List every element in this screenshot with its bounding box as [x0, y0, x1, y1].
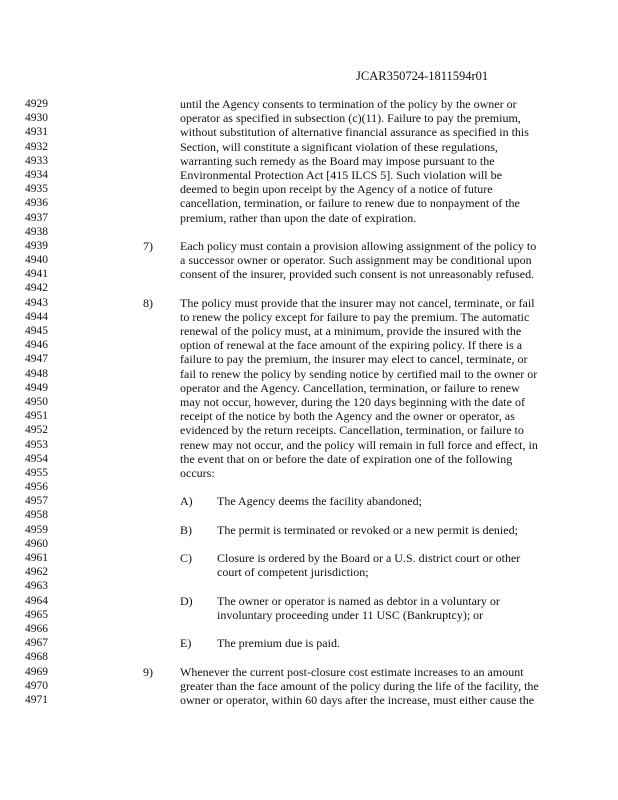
line-text: to renew the policy except for failure to pay the premium. The automatic [180, 309, 530, 324]
line-number: 4936 [25, 197, 48, 210]
item-label: 8) [143, 295, 153, 310]
line-number: 4952 [25, 424, 48, 437]
line-text: deemed to begin upon receipt by the Agency of a notice of future [180, 182, 493, 197]
document-line [0, 523, 618, 537]
line-text: The policy must provide that the insurer may not cancel, terminate, or fail [180, 295, 535, 310]
line-number: 4963 [25, 580, 48, 593]
line-number: 4945 [25, 325, 48, 337]
line-number: 4951 [25, 410, 48, 423]
document-line [0, 480, 618, 494]
line-text: Whenever the current post-closure cost estimate increases to an amount [180, 664, 524, 679]
line-text: Closure is ordered by the Board or a U.S. district court or other [217, 551, 521, 565]
document-line [0, 239, 618, 253]
line-number: 4929 [25, 98, 48, 110]
line-text: warranting such remedy as the Board may impose pursuant to the [180, 153, 495, 168]
document-line [0, 225, 618, 239]
line-text: greater than the face amount of the policy during the life of the facility, the [180, 678, 539, 693]
document-line [0, 452, 618, 466]
document-line [0, 338, 618, 352]
line-text: receipt of the notice by both the Agency and the owner or operator, as [180, 409, 515, 424]
line-text: failure to pay the premium, the insurer may elect to cancel, terminate, or [180, 352, 528, 367]
line-number: 4965 [25, 608, 48, 621]
item-label: 7) [143, 238, 153, 253]
line-text: may not occur, however, during the 120 days beginning with the date of [180, 394, 525, 409]
document-line [0, 622, 618, 636]
item-label: C) [180, 551, 192, 565]
document-line [0, 97, 618, 111]
document-body [0, 97, 618, 707]
document-line [0, 281, 618, 295]
line-number: 4935 [25, 183, 48, 196]
line-number: 4943 [25, 296, 48, 309]
line-text: owner or operator, within 60 days after the increase, must either cause the [180, 692, 535, 707]
line-number: 4949 [25, 381, 48, 394]
line-number: 4960 [25, 537, 48, 550]
document-line [0, 466, 618, 480]
document-line [0, 693, 618, 707]
line-number: 4970 [25, 679, 48, 692]
line-text: cancellation, termination, or failure to renew due to nonpayment of the [180, 196, 520, 211]
document-line [0, 409, 618, 423]
line-number: 4939 [25, 239, 48, 252]
line-number: 4947 [25, 353, 48, 366]
line-number: 4944 [25, 310, 48, 323]
line-text: The Agency deems the facility abandoned; [217, 494, 422, 509]
item-label: E) [180, 636, 192, 651]
line-number: 4932 [25, 140, 48, 153]
document-line [0, 168, 618, 182]
line-number: 4934 [25, 168, 48, 181]
document-line [0, 508, 618, 522]
document-line [0, 665, 618, 679]
document-line [0, 636, 618, 650]
line-number: 4962 [25, 566, 48, 579]
line-text: the event that on or before the date of expiration one of the following [180, 451, 513, 466]
item-label: A) [180, 494, 193, 509]
line-number: 4938 [25, 225, 48, 238]
document-line [0, 253, 618, 267]
line-text: court of competent jurisdiction; [217, 565, 369, 580]
line-text: evidenced by the return receipts. Cancellation, termination, or failure to [180, 423, 524, 438]
line-text: fail to renew the policy by sending notice by certified mail to the owner or [180, 366, 538, 381]
line-text: operator and the Agency. Cancellation, termination, or failure to renew [180, 380, 520, 395]
document-line [0, 182, 618, 196]
item-label: D) [180, 593, 193, 608]
line-number: 4957 [25, 495, 48, 508]
line-text: premium, rather than upon the date of expiration. [180, 210, 417, 225]
line-number: 4958 [25, 509, 48, 522]
line-number: 4959 [25, 523, 48, 536]
document-line [0, 438, 618, 452]
document-line [0, 494, 618, 508]
line-text: operator as specified in subsection (c)(11). Failure to pay the premium, [180, 111, 521, 126]
line-text: Environmental Protection Act [415 ILCS 5]. Such violation will be [180, 167, 502, 182]
document-line [0, 381, 618, 395]
document-line [0, 579, 618, 593]
line-text: Each policy must contain a provision allowing assignment of the policy to [180, 238, 537, 253]
line-text: option of renewal at the face amount of the expiring policy. If there is a [180, 338, 523, 353]
line-text: renew may not occur, and the policy will remain in full force and effect, in [180, 437, 538, 452]
line-number: 4954 [25, 452, 48, 465]
line-number: 4950 [25, 395, 48, 408]
document-line [0, 650, 618, 664]
line-number: 4933 [25, 154, 48, 167]
line-number: 4955 [25, 466, 48, 479]
document-line [0, 140, 618, 154]
line-number: 4942 [25, 282, 48, 295]
line-number: 4956 [25, 481, 48, 494]
line-text: The permit is terminated or revoked or a new permit is denied; [217, 522, 518, 537]
line-number: 4931 [25, 126, 48, 139]
document-line [0, 196, 618, 210]
line-text: renewal of the policy must, at a minimum, provide the insured with the [180, 324, 522, 338]
document-line [0, 352, 618, 366]
line-number: 4967 [25, 637, 48, 650]
item-label: B) [180, 522, 192, 537]
line-number: 4941 [25, 268, 48, 281]
document-line [0, 679, 618, 693]
document-line [0, 267, 618, 281]
item-label: 9) [143, 664, 153, 679]
line-number: 4953 [25, 438, 48, 451]
document-line [0, 395, 618, 409]
document-line [0, 296, 618, 310]
document-line [0, 154, 618, 168]
document-line [0, 367, 618, 381]
document-line [0, 608, 618, 622]
line-number: 4961 [25, 552, 48, 564]
line-number: 4968 [25, 651, 48, 664]
document-line [0, 125, 618, 139]
line-number: 4937 [25, 211, 48, 224]
line-number: 4930 [25, 112, 48, 125]
line-number: 4966 [25, 622, 48, 635]
document-line [0, 324, 618, 338]
document-line [0, 211, 618, 225]
line-text: without substitution of alternative financial assurance as specified in this [180, 125, 529, 140]
line-text: The owner or operator is named as debtor in a voluntary or [217, 593, 500, 608]
line-number: 4946 [25, 339, 48, 352]
line-text: involuntary proceeding under 11 USC (Bankruptcy); or [217, 607, 484, 622]
line-text: Section, will constitute a significant violation of these regulations, [180, 139, 498, 154]
document-line [0, 565, 618, 579]
line-text: a successor owner or operator. Such assignment may be conditional upon [180, 253, 532, 268]
line-number: 4964 [25, 594, 48, 607]
line-text: until the Agency consents to termination of the policy by the owner or [180, 97, 517, 111]
line-number: 4948 [25, 367, 48, 380]
document-id-header: JCAR350724-1811594r01 [356, 69, 489, 83]
document-line [0, 423, 618, 437]
line-text: occurs: [180, 465, 215, 480]
document-line [0, 310, 618, 324]
line-number: 4971 [25, 693, 48, 706]
document-line [0, 594, 618, 608]
line-text: The premium due is paid. [217, 636, 340, 651]
line-number: 4969 [25, 665, 48, 678]
document-line [0, 551, 618, 565]
document-line [0, 537, 618, 551]
line-text: consent of the insurer, provided such consent is not unreasonably refused. [180, 267, 535, 282]
line-number: 4940 [25, 254, 48, 267]
document-line [0, 111, 618, 125]
